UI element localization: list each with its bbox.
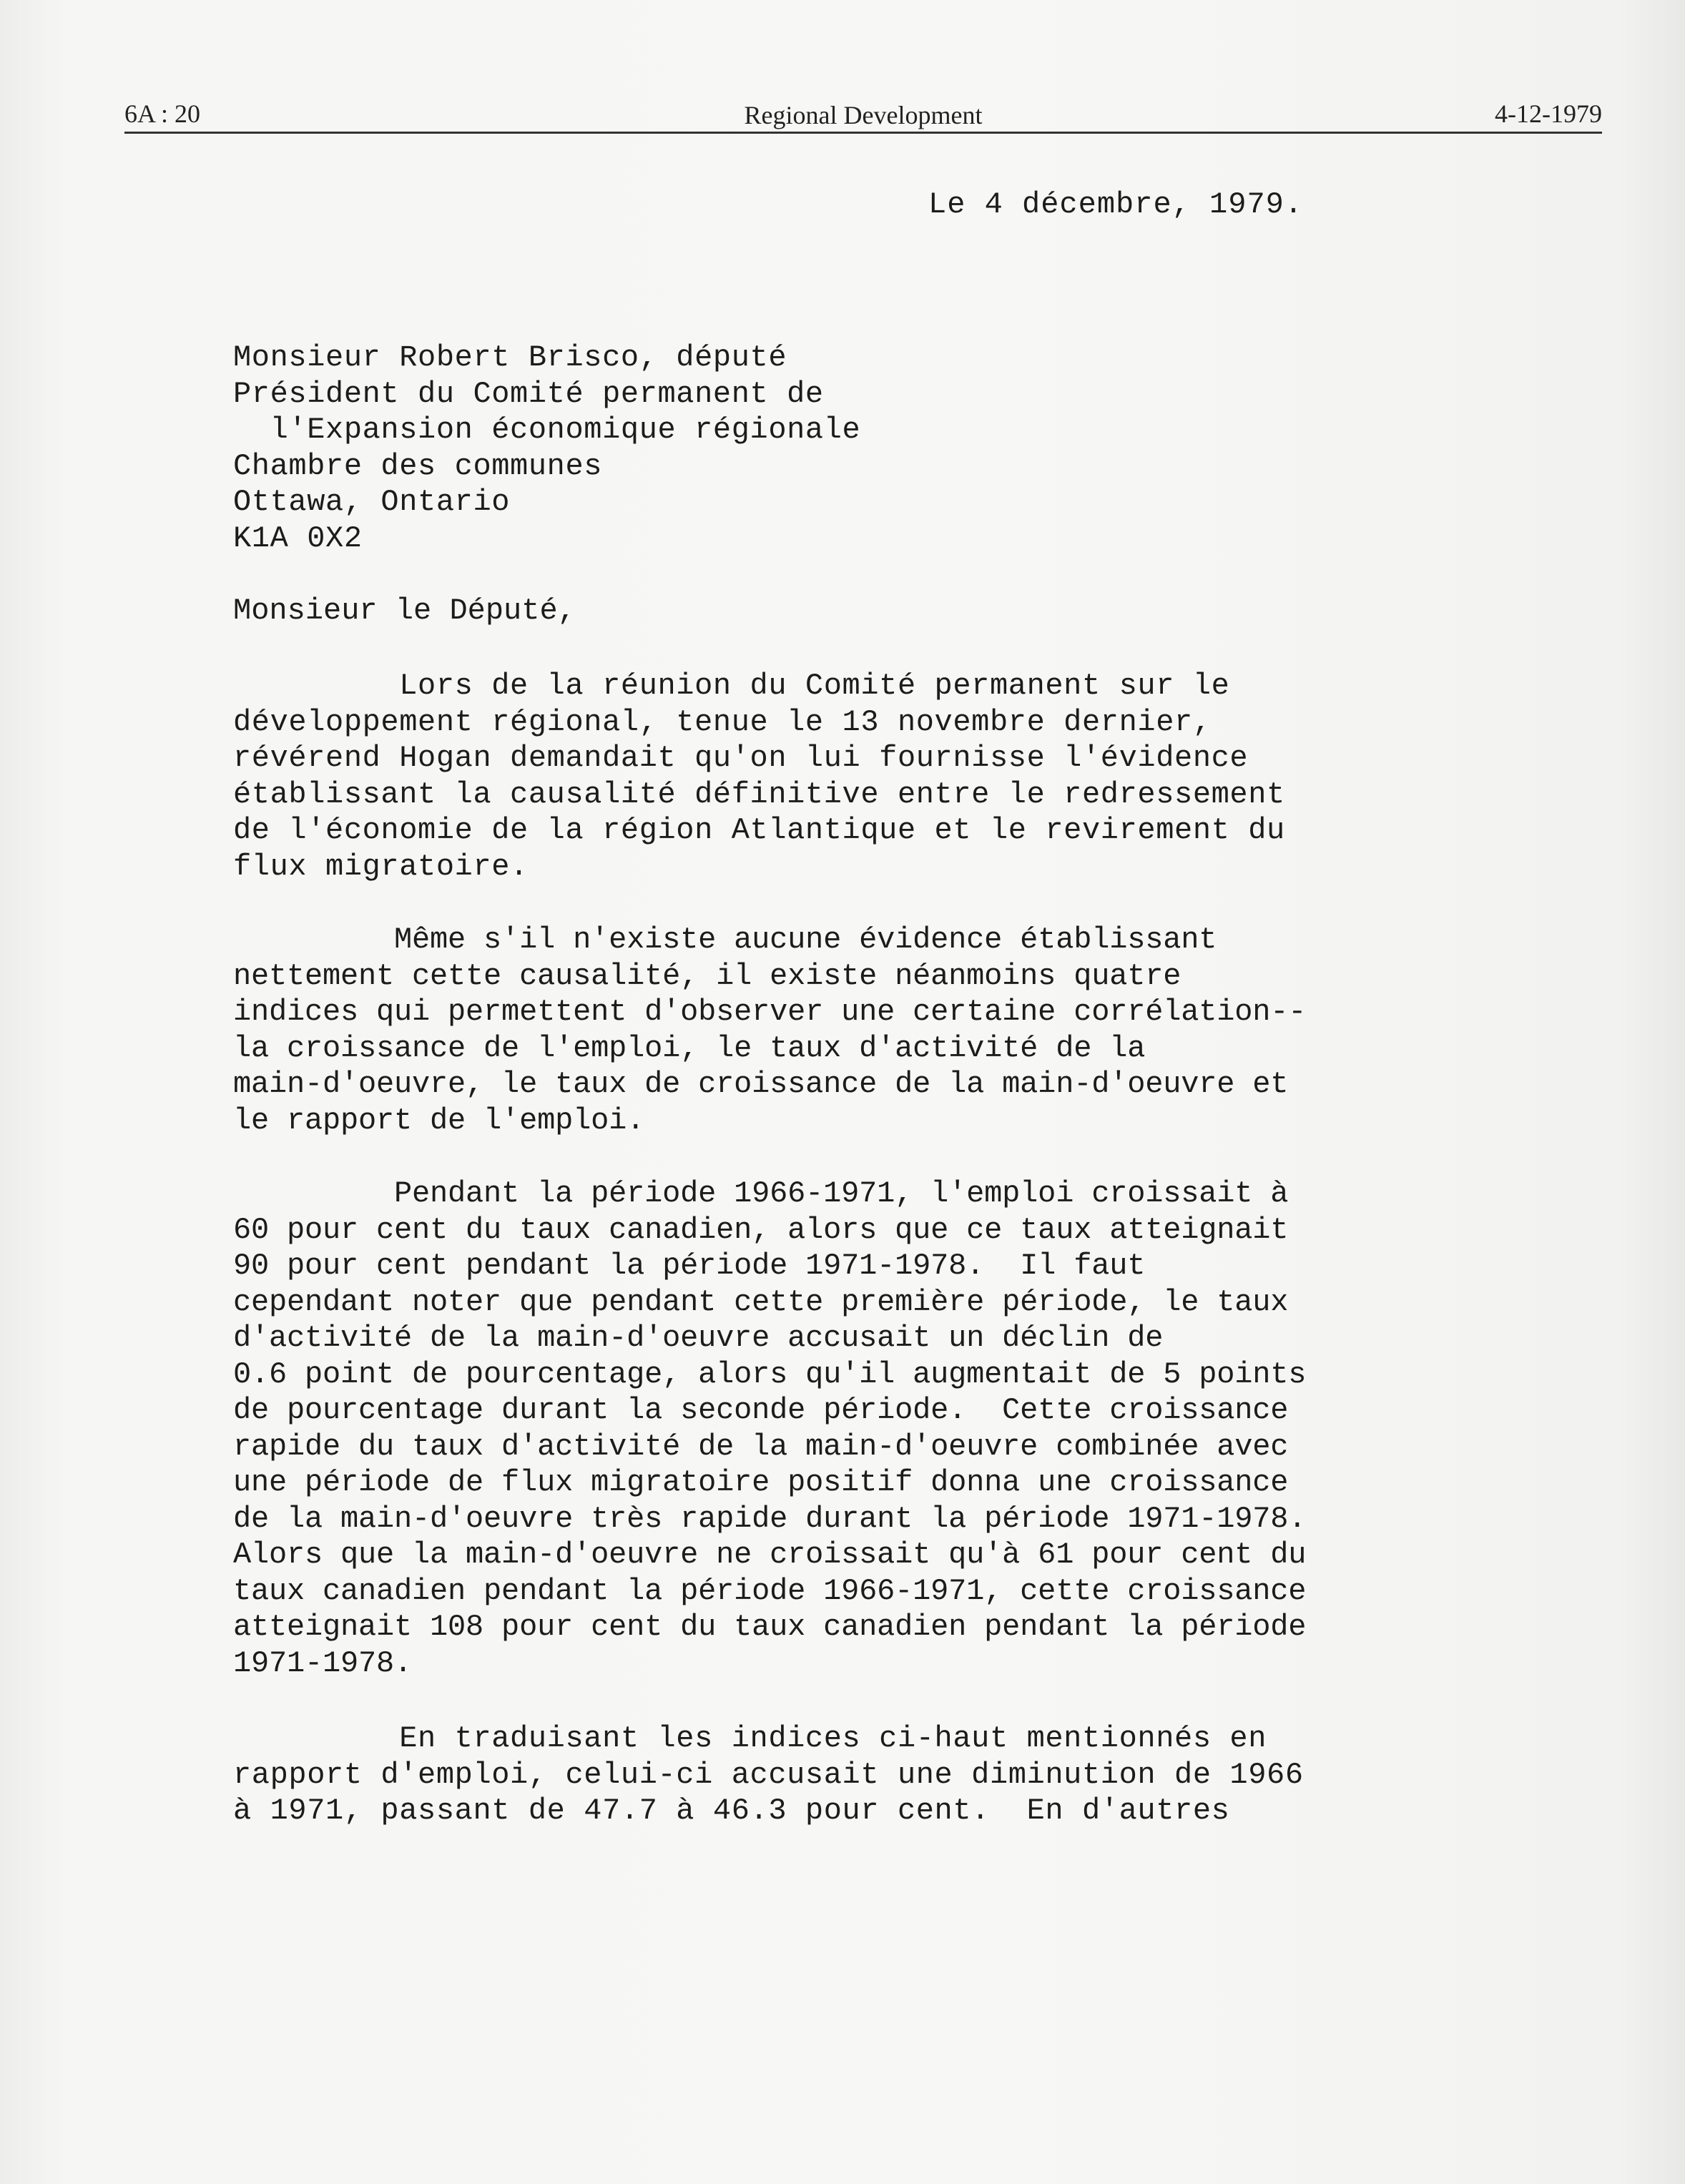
- text-line: cependant noter que pendant cette première période, le taux: [233, 1284, 1289, 1319]
- text-line: développement régional, tenue le 13 novembre dernier,: [233, 704, 1212, 739]
- text-line: la croissance de l'emploi, le taux d'activité de la: [233, 1030, 1146, 1066]
- text-line: Alors que la main-d'oeuvre ne croissait qu'à 61 pour cent du: [233, 1538, 1307, 1572]
- recipient-address: [233, 340, 860, 556]
- address-line: Président du Comité permanent de: [233, 376, 824, 411]
- text-line: 60 pour cent du taux canadien, alors que ce taux atteignait: [233, 1212, 1289, 1247]
- text-line: main-d'oeuvre, le taux de croissance de la main-d'oeuvre et: [233, 1067, 1289, 1101]
- text-line: 0.6 point de pourcentage, alors qu'il augmentait de 5 points: [233, 1357, 1307, 1392]
- text-line: Pendant la période 1966-1971, l'emploi croissait à: [233, 1176, 1289, 1211]
- text-line: de la main-d'oeuvre très rapide durant la période 1971-1978.: [233, 1501, 1307, 1536]
- text-line: établissant la causalité définitive entre le redressement: [233, 777, 1285, 812]
- running-header: [124, 92, 1602, 134]
- text-line: rapide du taux d'activité de la main-d'oeuvre combinée avec: [233, 1429, 1289, 1464]
- text-line: une période de flux migratoire positif donna une croissance: [233, 1465, 1289, 1500]
- text-line: taux canadien pendant la période 1966-1971, cette croissance: [233, 1573, 1307, 1608]
- paragraph-3: [233, 1176, 1306, 1681]
- address-line: K1A 0X2: [233, 521, 363, 556]
- text-line: Lors de la réunion du Comité permanent sur le: [233, 669, 1230, 703]
- address-line: Monsieur Robert Brisco, député: [233, 340, 787, 375]
- salutation: Monsieur le Député,: [233, 594, 576, 628]
- text-line: 90 pour cent pendant la période 1971-1978. Il faut: [233, 1249, 1146, 1283]
- paragraph-1: [233, 668, 1285, 885]
- paragraph-4: [233, 1721, 1304, 1829]
- text-line: révérend Hogan demandait qu'on lui fournisse l'évidence: [233, 741, 1249, 775]
- text-line: Même s'il n'existe aucune évidence établissant: [233, 923, 1217, 957]
- page-number: 6A : 20: [124, 99, 201, 128]
- address-line: Ottawa, Ontario: [233, 485, 511, 519]
- header-rule: [124, 132, 1602, 134]
- text-line: 1971-1978.: [233, 1646, 413, 1681]
- address-line: Chambre des communes: [233, 448, 603, 483]
- text-line: de l'économie de la région Atlantique et le revirement du: [233, 813, 1285, 847]
- letter-date: Le 4 décembre, 1979.: [928, 187, 1304, 222]
- text-line: de pourcentage durant la seconde période. Cette croissance: [233, 1393, 1289, 1427]
- text-line: indices qui permettent d'observer une certaine corrélation--: [233, 995, 1307, 1029]
- header-date: 4-12-1979: [1495, 99, 1602, 128]
- address-line: l'Expansion économique régionale: [233, 413, 861, 447]
- text-line: nettement cette causalité, il existe néanmoins quatre: [233, 958, 1182, 993]
- paragraph-2: [233, 922, 1306, 1138]
- text-line: atteignait 108 pour cent du taux canadien pendant la période: [233, 1610, 1307, 1644]
- text-line: à 1971, passant de 47.7 à 46.3 pour cent. En d'autres: [233, 1794, 1230, 1828]
- text-line: flux migratoire.: [233, 849, 529, 884]
- text-line: rapport d'emploi, celui-ci accusait une diminution de 1966: [233, 1757, 1304, 1792]
- running-title: Regional Development: [744, 101, 983, 129]
- text-line: En traduisant les indices ci-haut mentionnés en: [233, 1721, 1267, 1756]
- text-line: le rapport de l'emploi.: [233, 1103, 645, 1138]
- text-line: d'activité de la main-d'oeuvre accusait un déclin de: [233, 1321, 1164, 1355]
